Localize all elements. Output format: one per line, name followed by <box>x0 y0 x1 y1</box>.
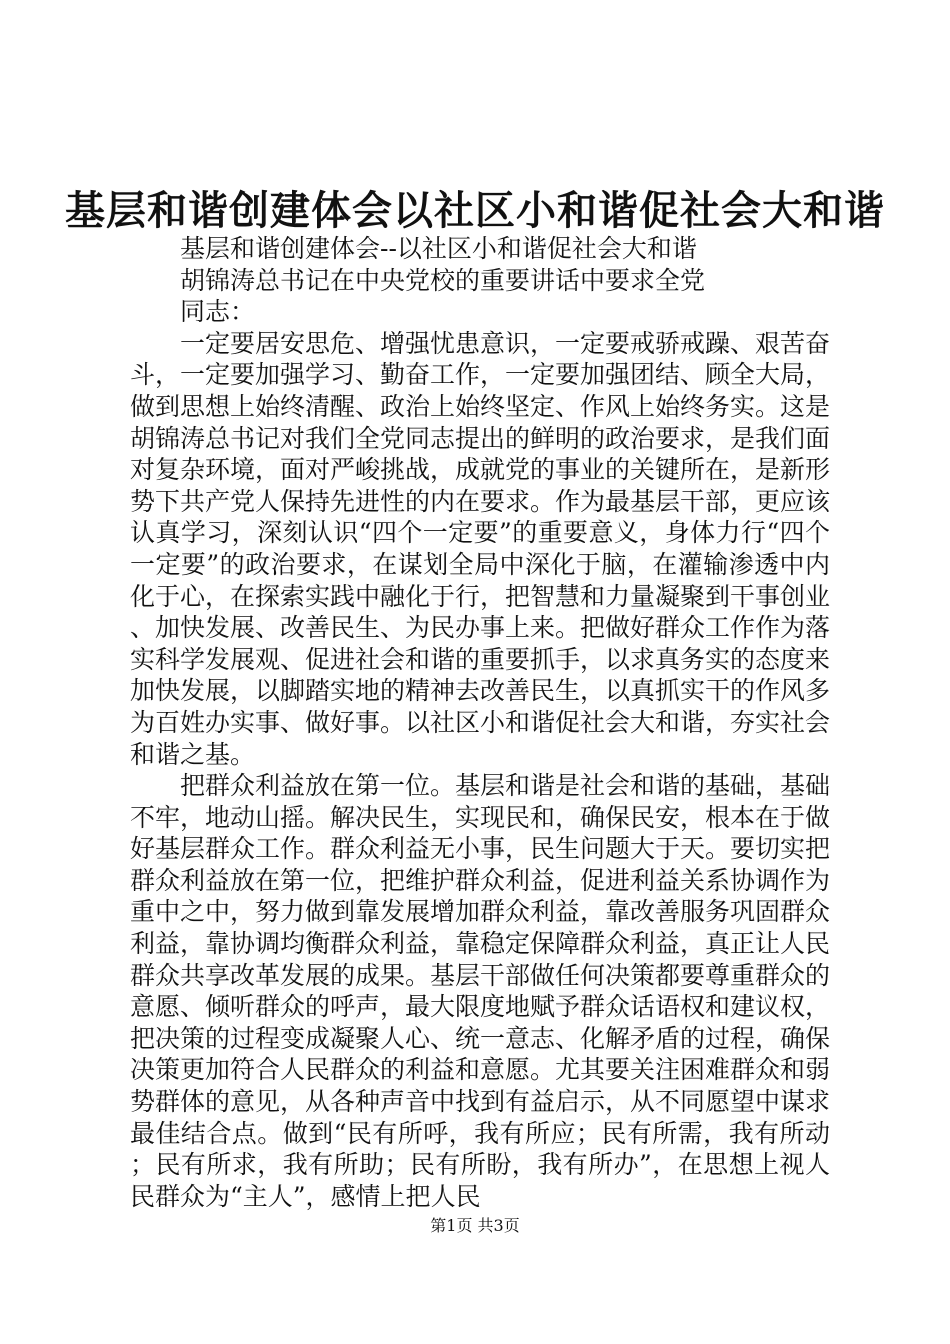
paragraph-body-1: 一定要居安思危、增强忧患意识，一定要戒骄戒躁、艰苦奋斗，一定要加强学习、勤奋工作，一定要加强团结、顾全大局，做到思想上始终清醒、政治上始终坚定、作风上始终务实。这是胡锦涛总书记对我们全党同志提出的鲜明的政治要求，是我们面对复杂环境，面对严峻挑战，成就党的事业的关键所在，是新形势下共产党人保持先进性的内在要求。作为最基层干部，更应该认真学习，深刻认识“四个一定要”的重要意义，身体力行“四个一定要”的政治要求，在谋划全局中深化于脑，在灌输渗透中内化于心，在探索实践中融化于行，把智慧和力量凝聚到干事创业、加快发展、改善民生、为民办事上来。把做好群众工作作为落实科学发展观、促进社会和谐的重要抓手，以求真务实的态度来加快发展，以脚踏实地的精神去改善民生，以真抓实干的作风多为百姓办实事、做好事。以社区小和谐促社会大和谐，夯实社会和谐之基。 <box>130 328 831 769</box>
paragraph-salutation: 同志： <box>180 297 256 327</box>
paragraph-subtitle: 基层和谐创建体会--以社区小和谐促社会大和谐 <box>180 234 697 263</box>
paragraph-intro: 胡锦涛总书记在中央党校的重要讲话中要求全党 <box>180 265 706 295</box>
document-title: 基层和谐创建体会以社区小和谐促社会大和谐 <box>65 187 885 234</box>
document-body <box>130 233 830 1212</box>
page-footer: 第1页 共3页 <box>430 1216 520 1235</box>
paragraph-body-2: 把群众利益放在第一位。基层和谐是社会和谐的基础，基础不牢，地动山摇。解决民生，实现民和，确保民安，根本在于做好基层群众工作。群众利益无小事，民生问题大于天。要切实把群众利益放在第一位，把维护群众利益，促进利益关系协调作为重中之中，努力做到靠发展增加群众利益，靠改善服务巩固群众利益，靠协调均衡群众利益，靠稳定保障群众利益，真正让人民群众共享改革发展的成果。基层干部做任何决策都要尊重群众的意愿、倾听群众的呼声，最大限度地赋予群众话语权和建议权，把决策的过程变成凝聚人心、统一意志、化解矛盾的过程，确保决策更加符合人民群众的利益和意愿。尤其要关注困难群众和弱势群体的意见，从各种声音中找到有益启示，从不同愿望中谋求最佳结合点。做到“民有所呼，我有所应；民有所需，我有所动；民有所求，我有所助；民有所盼，我有所办”，在思想上视人民群众为“主人”，感情上把人民 <box>130 771 831 1211</box>
